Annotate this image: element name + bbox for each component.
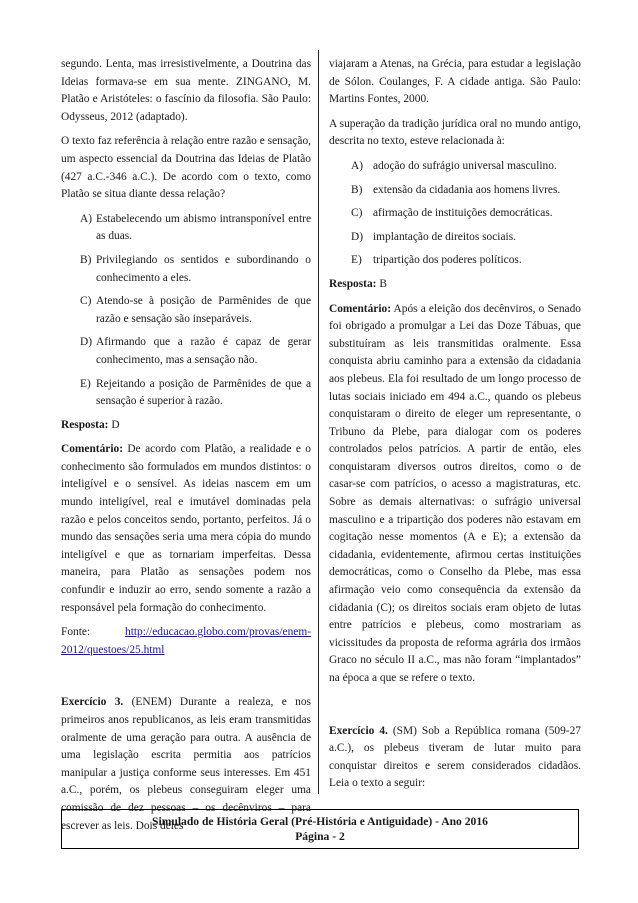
exercise-4-text: (SM) Sob a República romana (509-27 a.C.), os plebeus tiveram de lutar muito para conquistar direitos e serem considerados cidadãos. Leia o texto a seguir: [329,724,581,790]
option-a [61,211,311,246]
page-number: Página - 2 [295,830,345,843]
option-text: Estabelecendo um abismo intransponível entre as duas. [96,212,311,243]
exercise-3-label: Exercício 3. [61,696,124,709]
exercise-3-text: (ENEM) Durante a realeza, e nos primeiros anos republicanos, as leis eram transmitidas oralmente de uma geração para outra. A ausência de uma legislação escrita permitia aos patrícios manipular a justiça conforme seus interesses. Em 451 a.C., porém, os plebeus conseguiram eleger uma comissão de dez pessoas – os decênviros – para escrever as leis. Dois deles [61,696,311,832]
option-text: Privilegiando os sentidos e subordinando o conhecimento a eles. [96,253,311,284]
option-d [61,334,311,369]
answer-options [329,158,581,270]
option-text: tripartição dos poderes políticos. [373,254,522,267]
answer-value: D [111,418,120,431]
option-text: Atendo-se à posição de Parmênides de que razão e sensação são inseparáveis. [96,295,311,325]
answer-label: Resposta: [329,277,377,290]
option-b [61,252,311,287]
option-text: implantação de direitos sociais. [373,230,516,243]
question-prompt: A superação da tradição jurídica oral no mundo antigo, descrita no texto, esteve relacionada à: [329,117,581,148]
exercise-4 [329,723,581,793]
option-letter: A) [351,159,364,172]
answer-line [61,417,311,435]
option-text: afirmação de instituições democráticas. [373,207,553,220]
paragraph-continuation: viajaram a Atenas, na Grécia, para estudar a legislação de Sólon. Coulanges, F. A cidade antiga. São Paulo: Martins Fontes, 2000. [329,58,581,106]
answer-value: B [379,277,387,290]
option-letter: D) [80,336,93,349]
footer-title: Simulado de História Geral (Pré-História e Antiguidade) - Ano 2016 [152,815,488,828]
option-letter: E) [80,377,91,390]
source-label: Fonte: [61,626,91,639]
option-letter: B) [351,183,363,196]
left-column [61,56,311,842]
column-divider [318,50,319,794]
comment-paragraph [61,441,311,617]
option-text: extensão da cidadania aos homens livres. [373,183,561,196]
exercise-4-label: Exercício 4. [329,724,388,737]
option-b [329,182,581,200]
option-letter: E) [351,254,362,267]
option-letter: A) [80,212,93,225]
answer-label: Resposta: [61,418,109,431]
answer-options [61,211,311,411]
option-text: Rejeitando a posição de Parmênides de que a sensação é superior à razão. [96,377,311,408]
option-letter: C) [351,207,363,220]
option-text: Afirmando que a razão é capaz de gerar conhecimento, mas a sensação não. [96,336,311,366]
option-c [61,293,311,328]
option-letter: C) [80,295,92,308]
option-c [329,205,581,223]
spacer [61,666,311,694]
spacer [329,695,581,723]
comment-paragraph [329,301,581,688]
option-e [61,376,311,411]
paragraph-continuation: segundo. Lenta, mas irresistivelmente, a Doutrina das Ideias formava-se em sua mente. ZINGANO, M. Platão e Aristóteles: o fascínio da filosofia. São Paulo: Odysseus, 2012 (adaptado). [61,58,311,123]
option-d [329,229,581,247]
comment-text: Após a eleição dos decênviros, o Senado foi obrigado a promulgar a Lei das Doze Tábuas, que substituíram as leis transmitidas oralmente. Essa conquista abriu caminho para a extensão da cidadania aos plebeus. Ela foi resultado de um longo processo de lutas sociais iniciado em 494 a.C., quando os plebeus conquistaram o direito de eleger um representante, o Tribuno da Plebe, para dialogar com os poderes controlados pelos patrícios. A partir de então, eles conquistaram diversos outros direitos, como o de casar-se com patrícios, o acesso a magistraturas, etc. Sobre as demais alternativas: o sufrágio universal masculino e a tripartição dos poderes não estavam em cogitação nesse momentos (A e E); a extensão da cidadania, evidentemente, afirmou certas instituições democráticas, como o Conselho da Plebe, mas essa afirmação veio como consequência da extensão da cidadania (C); os direitos sociais eram objeto de lutas entre patrícios e plebeus, como mostrariam as vicissitudes da proposta de reforma agrária dos irmãos Graco no século II a.C., mas não foram “implantados” na época a que se refere o texto. [329,302,582,684]
page-footer [61,809,579,849]
comment-text: De acordo com Platão, a realidade e o conhecimento são formulados em mundos distintos: o inteligível e o sensível. As ideias nascem em um mundo inteligível, real e imutável dominadas pela razão e pelos conceitos sendo, portanto, perfeitos. Já o mundo das sensações seria uma mera cópia do mundo inteligível e que as tornariam imperfeitas. Dessa maneira, para Platão as sensações podem nos confundir e induzir ao erro, sendo somente a razão a responsável pela formação do conhecimento. [61,443,311,614]
question-prompt: O texto faz referência à relação entre razão e sensação, um aspecto essencial da Doutrina das Ideias de Platão (427 a.C.-346 a.C.). De acordo com o texto, como Platão se situa diante dessa relação? [61,135,311,201]
option-letter: B) [80,253,92,266]
option-e [329,252,581,270]
option-a [329,158,581,176]
source-line [61,624,311,659]
comment-label: Comentário: [329,302,391,315]
option-text: adoção do sufrágio universal masculino. [373,159,557,172]
comment-label: Comentário: [61,443,123,456]
source-link[interactable]: http://educacao.globo.com/provas/enem-2012/questoes/25.html [61,626,311,656]
option-letter: D) [351,230,364,243]
right-column [329,56,581,800]
answer-line [329,276,581,294]
